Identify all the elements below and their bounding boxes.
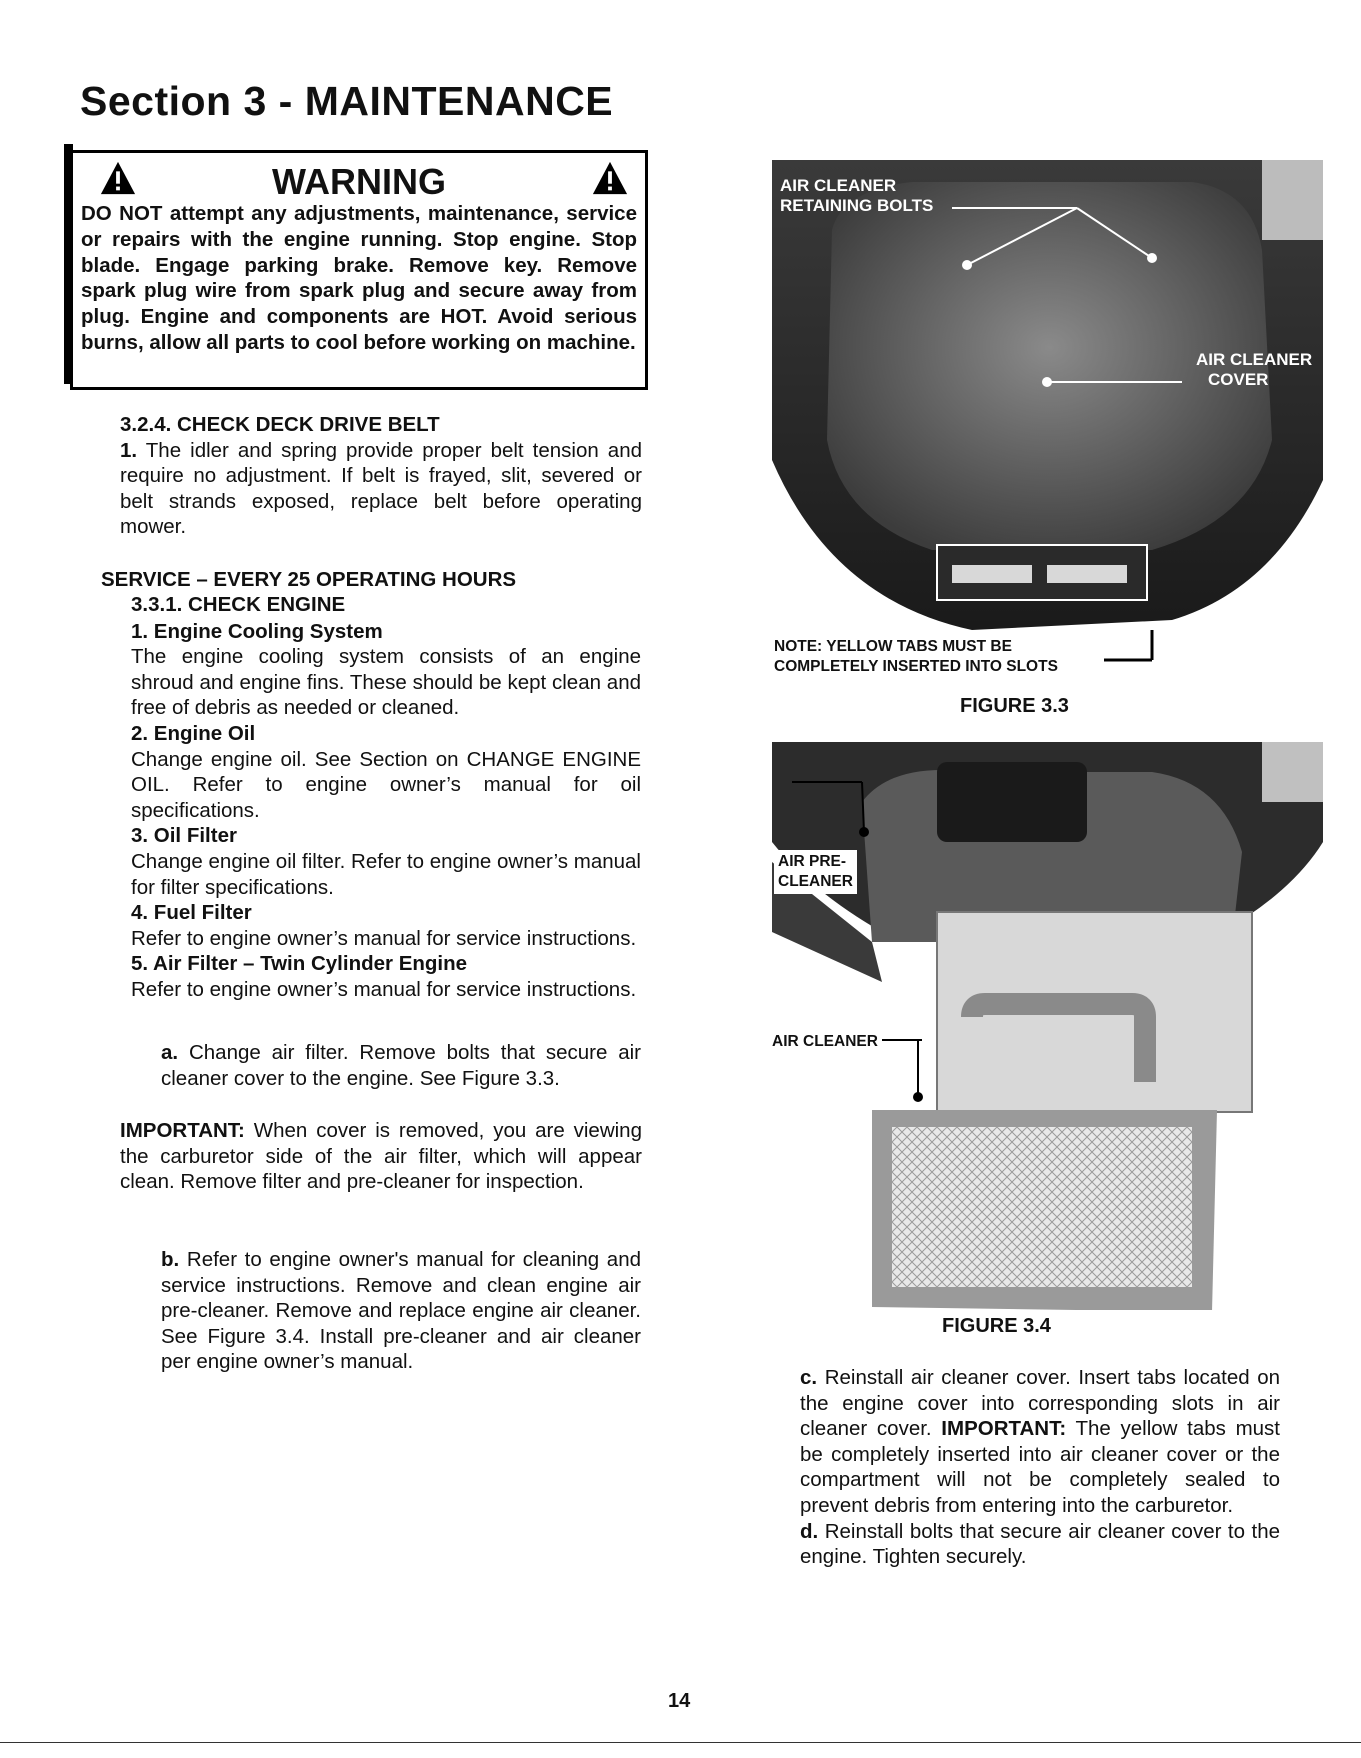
step-c-important: IMPORTANT: (941, 1417, 1067, 1441)
step-c-text: Reinstall air cleaner cover. Insert tabs located on the engine cover into corresponding slots in air cleaner cover. (800, 1366, 1281, 1441)
warning-title: WARNING (272, 161, 446, 202)
warning-triangle-icon (591, 159, 629, 197)
check-engine-heading: 3.3.1. CHECK ENGINE (131, 593, 346, 616)
section-deck-belt (120, 412, 642, 540)
air-filter-heading: 5. Air Filter – Twin Cylinder Engine (131, 952, 468, 976)
warning-text: DO NOT attempt any adjustments, maintenance, service or repairs with the engine running. Stop engine. Stop blade. Engage parking brake. Remove key. Remove spark plug wire from spark plug and secure away from plug. Engine and components are HOT. Avoid serious burns, allow all parts to cool before working on machine. (81, 202, 637, 354)
fuel-filter-text: Refer to engine owner’s manual for service instructions. (131, 926, 637, 950)
air-filter-text: Refer to engine owner’s manual for service instructions. (131, 977, 637, 1001)
figure-3-4-photo (772, 742, 1323, 1310)
oil-text: Change engine oil. See Section on CHANGE ENGINE OIL. Refer to engine owner’s manual for oil specifications. (131, 747, 641, 822)
step-c (800, 1365, 1280, 1570)
figure-3-3-photo (772, 160, 1323, 640)
label-air-cleaner-cover: AIR CLEANER COVER (1196, 350, 1313, 389)
step-a (161, 1040, 641, 1091)
belt-heading: 3.2.4. CHECK DECK DRIVE BELT (120, 413, 440, 436)
figure-3-3-caption: FIGURE 3.3 (960, 695, 1069, 717)
important-text: When cover is removed, you are viewing the carburetor side of the air filter, which will appear clean. Remove filter and pre-cleaner for inspection. (120, 1119, 642, 1194)
step-a-label: a. (161, 1041, 179, 1064)
cooling-heading: 1. Engine Cooling System (131, 619, 383, 643)
warning-box (70, 150, 648, 390)
service-heading-block (101, 567, 641, 593)
belt-paragraph (120, 438, 642, 540)
step-c-text-2: The yellow tabs must be completely inserted into air cleaner cover or the compartment will not be completely sealed to prevent debris from entering into the carburetor. (800, 1417, 1280, 1517)
step-d-text: Reinstall bolts that secure air cleaner cover to the engine. Tighten securely. (800, 1519, 1281, 1569)
page-title: Section 3 - MAINTENANCE (80, 78, 614, 124)
check-engine-section (131, 592, 641, 1003)
step-b-text: Refer to engine owner's manual for cleaning and service instructions. Remove and clean engine air pre-cleaner. Remove and replace engine air cleaner. See Figure 3.4. Install pre-cleaner and air cleaner per engine owner’s manual. (161, 1248, 641, 1374)
step-b-label: b. (161, 1248, 180, 1271)
air-cleaner-cover-image (772, 160, 1323, 640)
label-air-cleaner: AIR CLEANER (768, 1030, 882, 1054)
air-filter-image (772, 742, 1323, 1310)
figure-3-3-note: NOTE: YELLOW TABS MUST BE COMPLETELY INSERTED INTO SLOTS (774, 638, 1058, 675)
oil-heading: 2. Engine Oil (131, 721, 256, 745)
page-number: 14 (668, 1690, 691, 1712)
step-b (161, 1247, 641, 1375)
belt-text: The idler and spring provide proper belt tension and require no adjustment. If belt is frayed, slit, severed or belt strands exposed, replace belt before operating mower. (120, 438, 642, 539)
oil-filter-heading: 3. Oil Filter (131, 824, 237, 848)
important-label: IMPORTANT: (120, 1119, 245, 1142)
step-number: 1. (120, 438, 138, 462)
bottom-rule (0, 1742, 1361, 1743)
label-retaining-bolts: AIR CLEANER RETAINING BOLTS (780, 176, 934, 215)
warning-header (73, 153, 645, 201)
note-leader-line (1100, 630, 1160, 670)
step-c-label: c. (800, 1366, 818, 1389)
important-note (120, 1118, 642, 1195)
step-a-text: Change air filter. Remove bolts that secure air cleaner cover to the engine. See Figure 3.3. (161, 1041, 641, 1090)
service-heading: SERVICE – EVERY 25 OPERATING HOURS (101, 568, 517, 591)
step-d-label: d. (800, 1519, 819, 1543)
oil-filter-text: Change engine oil filter. Refer to engine owner’s manual for filter specifications. (131, 849, 641, 899)
fuel-filter-heading: 4. Fuel Filter (131, 901, 252, 925)
cooling-text: The engine cooling system consists of an engine shroud and engine fins. These should be kept clean and free of debris as needed or cleaned. (131, 645, 641, 720)
figure-3-4-caption: FIGURE 3.4 (942, 1315, 1051, 1337)
label-air-pre-cleaner: AIR PRE- CLEANER (774, 850, 857, 894)
